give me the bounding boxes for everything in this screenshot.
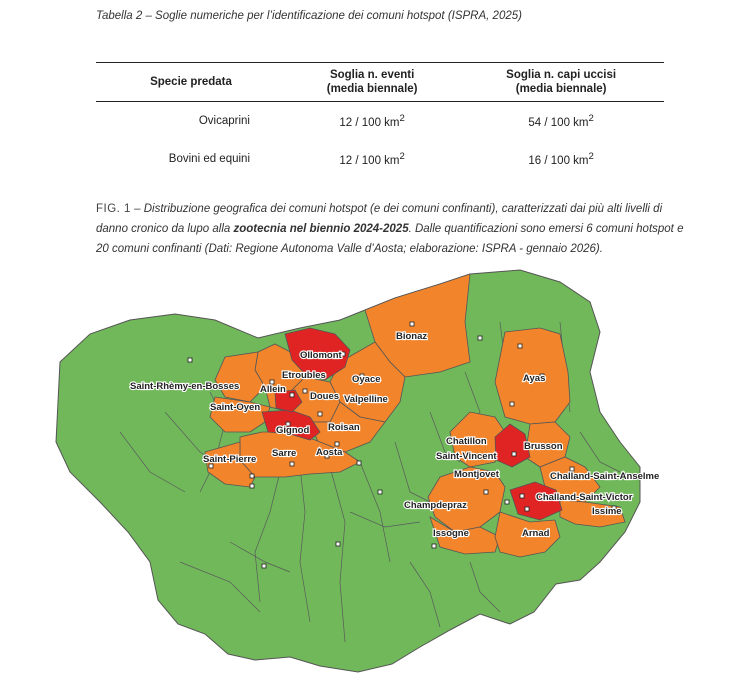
label-etroubles: Etroubles bbox=[282, 370, 326, 381]
label-doues: Doues bbox=[310, 391, 340, 402]
valle-daosta-map bbox=[0, 262, 748, 692]
label-arnad: Arnad bbox=[522, 528, 550, 539]
label-gignod: Gignod bbox=[276, 425, 310, 436]
label-oyace: Oyace bbox=[352, 374, 381, 385]
table-header-row bbox=[96, 63, 664, 102]
label-challand-saint-anselme: Challand-Saint-Anselme bbox=[550, 471, 660, 482]
header-species: Specie predata bbox=[150, 76, 232, 88]
label-valpelline: Valpelline bbox=[344, 394, 388, 405]
label-brusson: Brusson bbox=[524, 441, 563, 452]
label-roisan: Roisan bbox=[328, 422, 360, 433]
label-allein: Allein bbox=[260, 384, 286, 395]
label-bionaz: Bionaz bbox=[396, 331, 428, 342]
header-events: Soglia n. eventi (media biennale) bbox=[326, 69, 418, 95]
label-ollomont: Ollomont bbox=[300, 350, 342, 361]
table-row bbox=[96, 140, 664, 178]
label-champdepraz: Champdepraz bbox=[404, 500, 467, 511]
table-row bbox=[96, 102, 664, 141]
header-killed: Soglia n. capi uccisi (media biennale) bbox=[506, 69, 617, 95]
label-montjovet: Montjovet bbox=[454, 469, 499, 480]
label-saint-pierre: Saint-Pierre bbox=[203, 454, 257, 465]
figure-caption: FIG. 1 – Distribuzione geografica dei comuni hotspot (e dei comuni confinanti), caratterizzati dai più alti livelli di danno cronico da lupo alla zootecnia nel biennio 2024-2025. Dalle quantificazioni sono emersi 6 comuni hotspot e 20 comuni confinanti (Dati: Regione Autonoma Valle d’Aosta; elaborazione: ISPRA - gennaio 2026). bbox=[96, 203, 684, 255]
label-saint-vincent: Saint-Vincent bbox=[436, 451, 497, 462]
label-chatillon: Chatillon bbox=[446, 436, 487, 447]
label-issogne: Issogne bbox=[433, 528, 469, 539]
label-sarre: Sarre bbox=[272, 448, 297, 459]
threshold-table bbox=[96, 62, 664, 178]
cell-species: Ovicaprini bbox=[198, 115, 250, 127]
label-challand-saint-victor: Challand-Saint-Victor bbox=[536, 492, 633, 503]
label-saint-rhemy: Saint-Rhèmy-en-Bosses bbox=[130, 381, 240, 392]
label-issime: Issime bbox=[592, 506, 622, 517]
figure-label: FIG. 1 bbox=[96, 203, 131, 215]
cell-events: 12 / 100 $km^2$ bbox=[339, 113, 405, 129]
cell-species: Bovini ed equini bbox=[168, 153, 250, 165]
table-caption: Tabella 2 – Soglie numeriche per l’identificazione dei comuni hotspot (ISPRA, 2025) bbox=[96, 10, 522, 22]
cell-killed: 54 / 100 $km^2$ bbox=[528, 113, 594, 129]
label-ayas: Ayas bbox=[523, 373, 546, 384]
cell-killed: 16 / 100 $km^2$ bbox=[528, 151, 594, 167]
label-aosta: Aosta bbox=[316, 447, 343, 458]
label-saint-oyen: Saint-Oyen bbox=[210, 402, 261, 413]
cell-events: 12 / 100 $km^2$ bbox=[339, 151, 405, 167]
